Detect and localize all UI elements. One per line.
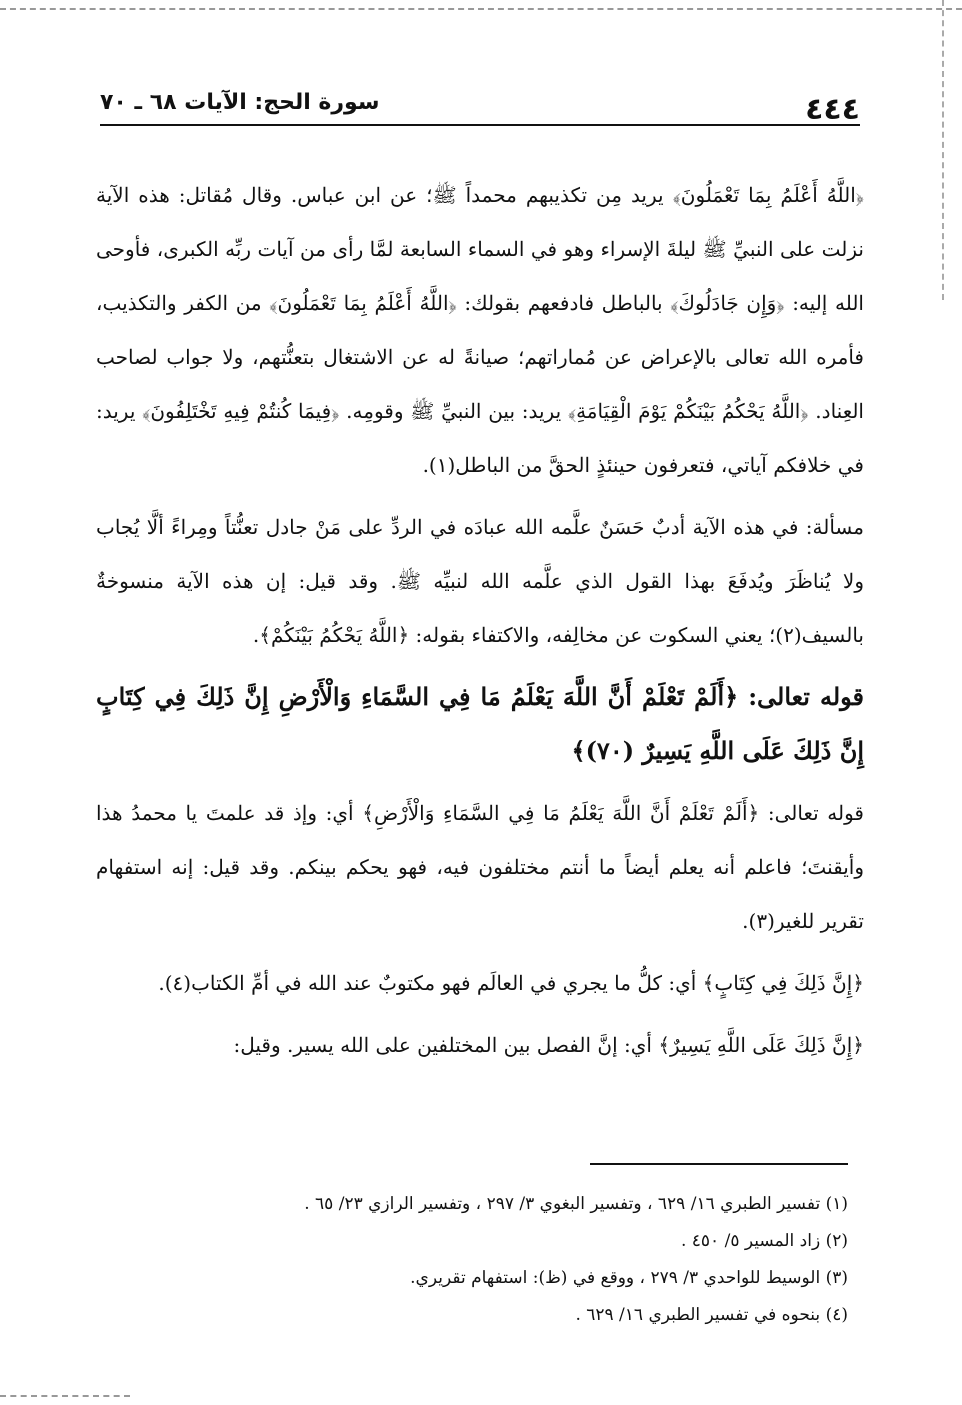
- verse-heading: قوله تعالى: ﴿أَلَمْ تَعْلَمْ أَنَّ اللَّهَ يَعْلَمُ مَا فِي السَّمَاءِ وَالْأَرْضِ إِنَّ ذَلِكَ فِي كِتَابٍ إِنَّ ذَلِكَ عَلَى اللَّهِ يَسِيرٌ (٧٠)﴾: [96, 682, 864, 765]
- paragraph-verse-explanation: قوله تعالى: ﴿أَلَمْ تَعْلَمْ أَنَّ اللَّهَ يَعْلَمُ مَا فِي السَّمَاءِ وَالْأَرْضِ﴾ أي: وإذ قد علمتَ يا محمدُ هذا وأيقنتَ؛ فاعلم أنه يعلم أيضاً ما أنتم مختلفون فيه، فهو يحكم بينكم. وقد قيل: إنه استفهام تقرير للغير(٣).: [96, 801, 864, 933]
- paragraph-kitab: ﴿إِنَّ ذَلِكَ فِي كِتَابٍ﴾ أي: كلُّ ما يجري في العالَم فهو مكتوبٌ عند الله في أمِّ الكتاب(٤).: [158, 971, 864, 995]
- footnote-3: (٣) الوسيط للواحدي ٣/ ٢٧٩ ، ووقع في (ظ): استفهام تقريري.: [410, 1268, 848, 1288]
- right-dashed-border: [942, 0, 944, 300]
- paragraph-masala: مسألة: في هذه الآية أدبٌ حَسَنٌ علَّمه الله عبادَه في الردِّ على مَنْ جادل تعنُّتاً ومِراءً ألَّا يُجاب ولا يُناظَرَ ويُدفَعَ بهذا القول الذي علَّمه الله لنبيِّه ﷺ. وقد قيل: إن هذه الآية منسوخةٌ بالسيف(٢)؛ يعني السكوت عن مخالِفه، والاكتفاء بقوله: ﴿اللَّهُ يَحْكُمُ بَيْنَكُمْ﴾.: [96, 515, 864, 647]
- bottom-dashed-border: [0, 1395, 130, 1397]
- page-number: ٤٤٤: [805, 92, 860, 127]
- page-header: [100, 82, 860, 126]
- paragraph-tafsir: ﴿اللَّهُ أَعْلَمُ بِمَا تَعْمَلُونَ﴾ يريد مِن تكذيبهم محمداً ﷺ؛ عن ابن عباس. وقال مُقاتل: هذه الآية نزلت على النبيِّ ﷺ ليلةَ الإسراء وهو في السماء السابعة لمَّا رأى من آيات ربِّه الكبرى، فأوحى الله إليه: ﴿وَإِن جَادَلُوكَ﴾ بالباطل فادفعهم بقولك: ﴿اللَّهُ أَعْلَمُ بِمَا تَعْمَلُونَ﴾ من الكفر والتكذيب، فأمره الله تعالى بالإعراض عن مُماراتهم؛ صيانةً له عن الاشتغال بتعنُّتهم، ولا جواب لصاحب العِناد. ﴿اللَّهُ يَحْكُمُ بَيْنَكُمْ يَوْمَ الْقِيَامَةِ﴾ يريد: بين النبيِّ ﷺ وقومِه. ﴿فِيمَا كُنتُمْ فِيهِ تَخْتَلِفُونَ﴾ يريد: في خلافكم آياتي، فتعرفون حينئذٍ الحقَّ من الباطل(١).: [96, 183, 864, 477]
- running-title: سورة الحج: الآيات ٦٨ ـ ٧٠: [100, 90, 380, 115]
- paragraph-yasir: ﴿إِنَّ ذَلِكَ عَلَى اللَّهِ يَسِيرٌ﴾ أي: إنَّ الفصل بين المختلفين على الله يسير. وقيل:: [233, 1033, 864, 1057]
- footnote-2: (٢) زاد المسير ٥/ ٤٥٠ .: [680, 1231, 848, 1251]
- main-text: [96, 168, 864, 1072]
- footnote-rule: [590, 1163, 848, 1165]
- top-dashed-border: [0, 8, 962, 10]
- header-rule: [100, 124, 860, 126]
- footnotes: [96, 1186, 848, 1334]
- footnote-4: (٤) بنحوه في تفسير الطبري ١٦/ ٦٢٩ .: [575, 1305, 848, 1325]
- footnote-1: (١) تفسير الطبري ١٦/ ٦٢٩ ، وتفسير البغوي ٣/ ٢٩٧ ، وتفسير الرازي ٢٣/ ٦٥ .: [304, 1194, 848, 1214]
